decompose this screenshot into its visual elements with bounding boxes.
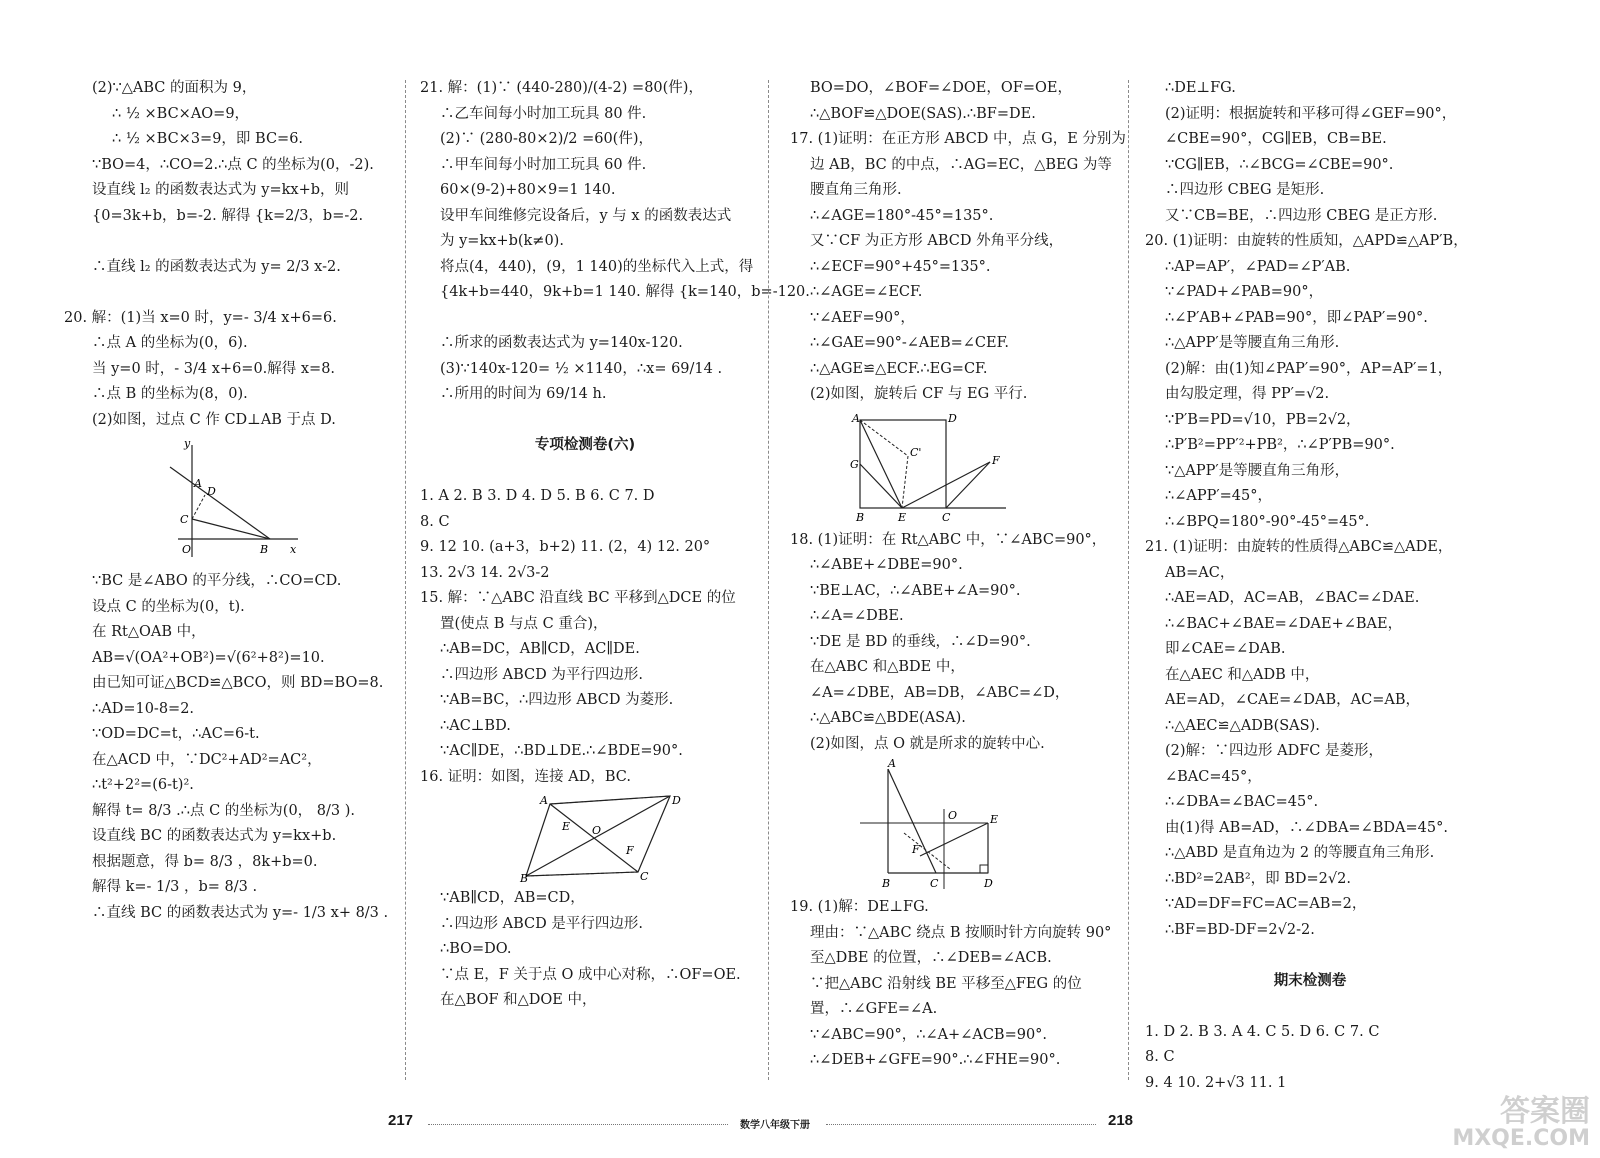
column-3 (790, 76, 1126, 1074)
figure-rotation (860, 757, 1030, 891)
text-line: {4k+b=440，9k+b=1 140. 解得 {k=140，b=-120. (440, 284, 810, 300)
label-a: A (888, 757, 896, 770)
label-b: B (520, 872, 529, 885)
text-line (1145, 994, 1475, 1020)
text-line: ∴∠AGE=∠ECF. (810, 284, 923, 300)
text-line: 19. (1)解：DE⊥FG. (790, 899, 929, 915)
text-line: ∴△AGE≌△ECF.∴EG=CF. (810, 360, 988, 377)
text-line: 20. (1)证明：由旋转的性质知，△APD≌△AP′B， (1145, 233, 1468, 249)
text-line: ∴AD=10-8=2. (92, 700, 195, 717)
text-line: ∴∠GAE=90°-∠AEB=∠CEF. (810, 335, 1010, 351)
label-f: F (912, 843, 920, 856)
text-line: ∵AD=DF=FC=AC=AB=2， (1165, 896, 1367, 912)
label-d: D (984, 877, 993, 890)
text-line: AB=√(OA²+OB²)=√(6²+8²)=10. (92, 649, 325, 666)
text-line: {0=3k+b，b=-2. 解得 {k=2/3，b=-2. (92, 207, 364, 224)
label-b: B (882, 877, 891, 890)
text-line: 8. C (420, 513, 450, 530)
text-line: 由(1)得 AB=AD，∴∠DBA=∠BDA=45°. (1165, 819, 1448, 836)
text-line: 腰直角三角形. (810, 182, 902, 198)
text-line: ∴∠BAC+∠BAE=∠DAE+∠BAE， (1165, 615, 1403, 632)
page-number-left: 217 (388, 1112, 414, 1129)
text-line: 解得 t= 8/3 .∴点 C 的坐标为(0， 8/3 ). (92, 802, 355, 819)
text-line: BO=DO，∠BOF=∠DOE，OF=OE， (810, 80, 1072, 96)
text-line: 在△ABC 和△BDE 中， (810, 659, 965, 675)
text-line: ∴BF=BD-DF=2√2-2. (1165, 921, 1315, 938)
text-line: ∴直线 l₂ 的函数表达式为 y= 2/3 x-2. (92, 258, 341, 275)
text-line: ∴∠BPQ=180°-90°-45°=45°. (1165, 513, 1370, 530)
watermark-url: MXQE.COM (1452, 1126, 1590, 1151)
label-a: A (852, 411, 860, 425)
label-d: D (207, 485, 216, 498)
text-line: (2)如图，过点 C 作 CD⊥AB 于点 D. (92, 411, 336, 428)
figure-square (850, 412, 1030, 524)
text-line: ∵P′B=PD=√10，PB=2√2， (1165, 411, 1361, 428)
figure-axes (170, 437, 310, 565)
label-e: E (990, 813, 999, 826)
text-line: (2)∵△ABC 的面积为 9， (92, 80, 257, 96)
text-line: ∴∠DBA=∠BAC=45°. (1165, 794, 1319, 810)
label-o: O (592, 824, 602, 837)
text-line: ∴△ABC≌△BDE(ASA). (810, 710, 966, 726)
text-line: 17. (1)证明：在正方形 ABCD 中，点 G，E 分别为 (790, 131, 1126, 147)
text-line: (2)解：∵四边形 ADFC 是菱形， (1165, 743, 1384, 759)
text-line: 1. A 2. B 3. D 4. D 5. B 6. C 7. D (420, 488, 655, 504)
text-line: ∵把△ABC 沿射线 BE 平移至△FEG 的位 (810, 975, 1082, 992)
label-a: A (194, 477, 202, 490)
figure-parallelogram (520, 794, 690, 885)
text-line: (2)解：由(1)知∠PAP′=90°，AP=AP′=1， (1165, 360, 1453, 377)
text-line: (2)证明：根据旋转和平移可得∠GEF=90°， (1165, 105, 1457, 122)
text-line: ∴BD²=2AB²，即 BD=2√2. (1165, 870, 1351, 887)
text-line: ∴∠ECF=90°+45°=135°. (810, 258, 991, 275)
text-line: ∴△AEC≌△ADB(SAS). (1165, 717, 1320, 734)
text-line: 将点(4，440)，(9，1 140)的坐标代入上式，得 (440, 258, 754, 275)
text-line: 在 Rt△OAB 中， (92, 624, 206, 640)
footer-dotted-rule-left (428, 1124, 728, 1125)
text-line: AB=AC， (1165, 564, 1235, 581)
label-f: F (626, 844, 634, 857)
text-line: ∵∠PAD+∠PAB=90°， (1165, 284, 1324, 300)
text-line: ∴AP=AP′，∠PAD=∠P′AB. (1165, 258, 1351, 275)
label-e: E (898, 510, 907, 524)
text-line: (2)∵ (280-80×2)/2 =60(件)， (440, 131, 653, 147)
label-o: O (948, 809, 958, 822)
text-line: ∴△BOF≌△DOE(SAS).∴BF=DE. (810, 105, 1036, 122)
text-line: ∵OD=DC=t，∴AC=6-t. (92, 726, 260, 742)
text-line: ∴t²+2²=(6-t)². (92, 777, 194, 793)
column-divider (1128, 80, 1129, 1080)
label-d: D (672, 794, 681, 807)
text-line: ∴∠AGE=180°-45°=135°. (810, 207, 994, 224)
text-line: ∴△ABD 是直角边为 2 的等腰直角三角形. (1165, 845, 1435, 861)
label-b: B (260, 543, 269, 556)
text-line: ∵BO=4，∴CO=2.∴点 C 的坐标为(0，-2). (92, 156, 374, 173)
watermark-logo (1452, 1096, 1590, 1150)
text-line: ∵∠AEF=90°， (810, 309, 915, 326)
section-heading: 期末检测卷 (1273, 972, 1347, 989)
text-line: 理由：∵△ABC 绕点 B 按顺时针方向旋转 90° (810, 924, 1112, 941)
label-c: C (930, 877, 939, 890)
text-line: 在△AEC 和△ADB 中， (1165, 666, 1320, 683)
text-line: 16. 证明：如图，连接 AD，BC. (420, 768, 631, 785)
text-line: ∴点 B 的坐标为(8，0). (92, 386, 248, 402)
text-line: 即∠CAE=∠DAB. (1165, 641, 1286, 657)
text-line: ∴AB=DC，AB∥CD，AC∥DE. (440, 641, 640, 657)
text-line: 又∵CF 为正方形 ABCD 外角平分线， (810, 233, 1064, 249)
footer-dotted-rule-right (826, 1124, 1096, 1125)
text-line: 设直线 BC 的函数表达式为 y=kx+b. (92, 828, 337, 844)
text-line: 在△ACD 中，∵DC²+AD²=AC²， (92, 751, 322, 768)
label-e: E (562, 820, 571, 833)
column-1 (64, 76, 392, 926)
label-c: C (942, 510, 951, 524)
text-line: ∴∠DEB+∠GFE=90°.∴∠FHE=90°. (810, 1052, 1061, 1068)
text-line: 9. 12 10. (a+3，b+2) 11. (2，4) 12. 20° (420, 539, 711, 555)
text-line: ∴DE⊥FG. (1165, 80, 1236, 96)
text-line: 21. (1)证明：由旋转的性质得△ABC≌△ADE， (1145, 539, 1453, 555)
label-x: x (290, 543, 297, 556)
text-line: 设甲车间维修完设备后，y 与 x 的函数表达式 (440, 207, 732, 224)
column-divider (768, 80, 769, 1080)
text-line: 置，∴∠GFE=∠A. (810, 1001, 938, 1017)
text-line: 根据题意，得 b= 8/3 ，8k+b=0. (92, 853, 318, 870)
text-line: AE=AD，∠CAE=∠DAB，AC=AB， (1165, 692, 1420, 708)
text-line: ∵CG∥EB，∴∠BCG=∠CBE=90°. (1165, 156, 1394, 173)
text-line: 15. 解：∵△ABC 沿直线 BC 平移到△DCE 的位 (420, 590, 736, 606)
label-d: D (948, 411, 957, 425)
text-line: ∵BE⊥AC，∴∠ABE+∠A=90°. (810, 582, 1021, 599)
text-line: 至△DBE 的位置，∴∠DEB=∠ACB. (810, 950, 1052, 966)
page-number-right: 218 (1108, 1112, 1134, 1129)
text-line: ∴∠A=∠DBE. (810, 608, 904, 624)
text-line: 当 y=0 时，- 3/4 x+6=0.解得 x=8. (92, 360, 336, 377)
text-line: ∴AC⊥BD. (440, 717, 511, 734)
text-line: 边 AB，BC 的中点，∴AG=EC，△BEG 为等 (810, 156, 1112, 173)
text-line: ∵DE 是 BD 的垂线，∴∠D=90°. (810, 633, 1031, 650)
text-line: 60×(9-2)+80×9=1 140. (440, 182, 616, 198)
text-line (92, 229, 392, 255)
text-line: 在△BOF 和△DOE 中， (440, 992, 597, 1008)
text-line: ∴∠P′AB+∠PAB=90°，即∠PAP′=90°. (1165, 309, 1428, 326)
book-title: 数学八年级下册 (740, 1120, 810, 1131)
text-line: (2)如图，旋转后 CF 与 EG 平行. (810, 386, 1028, 402)
text-line: ∵∠ABC=90°，∴∠A+∠ACB=90°. (810, 1026, 1048, 1043)
watermark-text: 答案圈 (1500, 1094, 1590, 1129)
text-line: ∴乙车间每小时加工玩具 80 件. (440, 105, 647, 122)
text-line: ∴BO=DO. (440, 941, 512, 957)
text-line: ∴甲车间每小时加工玩具 60 件. (440, 156, 647, 173)
label-c: C (640, 870, 649, 883)
text-line: ∴四边形 CBEG 是矩形. (1165, 182, 1325, 198)
text-line: ∠A=∠DBE，AB=DB，∠ABC=∠D， (810, 684, 1070, 701)
text-line: 由已知可证△BCD≌△BCO，则 BD=BO=8. (92, 675, 384, 691)
text-line: ∴AE=AD，AC=AB，∠BAC=∠DAE. (1165, 590, 1420, 606)
label-y: y (184, 437, 191, 450)
text-line: 9. 4 10. 2+√3 11. 1 (1145, 1074, 1287, 1091)
label-c-prime: C' (910, 445, 922, 459)
text-line: ∠CBE=90°，CG∥EB，CB=BE. (1165, 131, 1387, 147)
label-b: B (856, 510, 865, 524)
text-line: (2)如图，点 O 就是所求的旋转中心. (810, 735, 1045, 752)
text-line: 置(使点 B 与点 C 重合)， (440, 615, 608, 632)
text-line: ∵BC 是∠ABO 的平分线，∴CO=CD. (92, 573, 342, 589)
text-line: ∠BAC=45°， (1165, 768, 1262, 785)
text-line (420, 459, 750, 485)
column-2 (420, 76, 810, 1014)
text-line: 设点 C 的坐标为(0，t). (92, 598, 245, 615)
text-line: 由勾股定理，得 PP′=√2. (1165, 386, 1330, 402)
text-line: ∵AC∥DE，∴BD⊥DE.∴∠BDE=90°. (440, 743, 683, 759)
column-4 (1145, 76, 1475, 1096)
label-c: C (180, 513, 189, 526)
text-line: ∵△APP′是等腰直角三角形， (1165, 462, 1350, 479)
text-line: 解得 k=- 1/3 ，b= 8/3 . (92, 879, 258, 895)
text-line (92, 280, 392, 306)
text-line: 13. 2√3 14. 2√3-2 (420, 564, 550, 581)
text-line: 设直线 l₂ 的函数表达式为 y=kx+b，则 (92, 182, 350, 198)
text-line: 20. 解：(1)当 x=0 时，y=- 3/4 x+6=6. (64, 309, 337, 326)
column-divider (405, 80, 406, 1080)
text-line: ∴P′B²=PP′²+PB²，∴∠P′PB=90°. (1165, 437, 1395, 453)
text-line: ∴直线 BC 的函数表达式为 y=- 1/3 x+ 8/3 . (92, 904, 389, 921)
text-line (420, 408, 750, 434)
text-line: ∴四边形 ABCD 为平行四边形. (440, 666, 643, 683)
text-line: ∴所用的时间为 69/14 h. (440, 386, 607, 402)
text-line: ∴ ½ ×BC×AO=9， (112, 105, 250, 122)
label-f: F (992, 453, 1000, 467)
text-line: 为 y=kx+b(k≠0). (440, 233, 564, 249)
text-line: 18. (1)证明：在 Rt△ABC 中，∵∠ABC=90°， (790, 531, 1107, 548)
text-line: ∴所求的函数表达式为 y=140x-120. (440, 335, 683, 351)
text-line (1145, 943, 1475, 969)
section-heading: 专项检测卷(六) (534, 437, 636, 453)
text-line: ∴∠APP′=45°， (1165, 488, 1273, 504)
text-line: ∴点 A 的坐标为(0，6). (92, 335, 248, 351)
label-a: A (540, 794, 548, 807)
text-line: 又∵CB=BE，∴四边形 CBEG 是正方形. (1165, 207, 1438, 224)
text-line: (3)∵140x-120= ½ ×1140，∴x= 69/14 . (440, 360, 723, 377)
text-line: 1. D 2. B 3. A 4. C 5. D 6. C 7. C (1145, 1023, 1380, 1040)
text-line: ∴ ½ ×BC×3=9，即 BC=6. (112, 131, 304, 147)
text-line: ∴四边形 ABCD 是平行四边形. (440, 915, 643, 932)
text-line: ∵点 E，F 关于点 O 成中心对称，∴OF=OE. (440, 966, 741, 983)
text-line: ∵AB∥CD，AB=CD， (440, 890, 585, 906)
text-line: ∵AB=BC，∴四边形 ABCD 为菱形. (440, 692, 674, 708)
text-line: ∴∠ABE+∠DBE=90°. (810, 557, 963, 573)
label-o: O (182, 543, 192, 556)
text-line: 8. C (1145, 1049, 1175, 1065)
label-g: G (850, 457, 859, 471)
text-line (420, 306, 750, 332)
text-line: 21. 解：(1)∵ (440-280)/(4-2) =80(件)， (420, 80, 703, 96)
text-line: ∴△APP′是等腰直角三角形. (1165, 335, 1340, 351)
